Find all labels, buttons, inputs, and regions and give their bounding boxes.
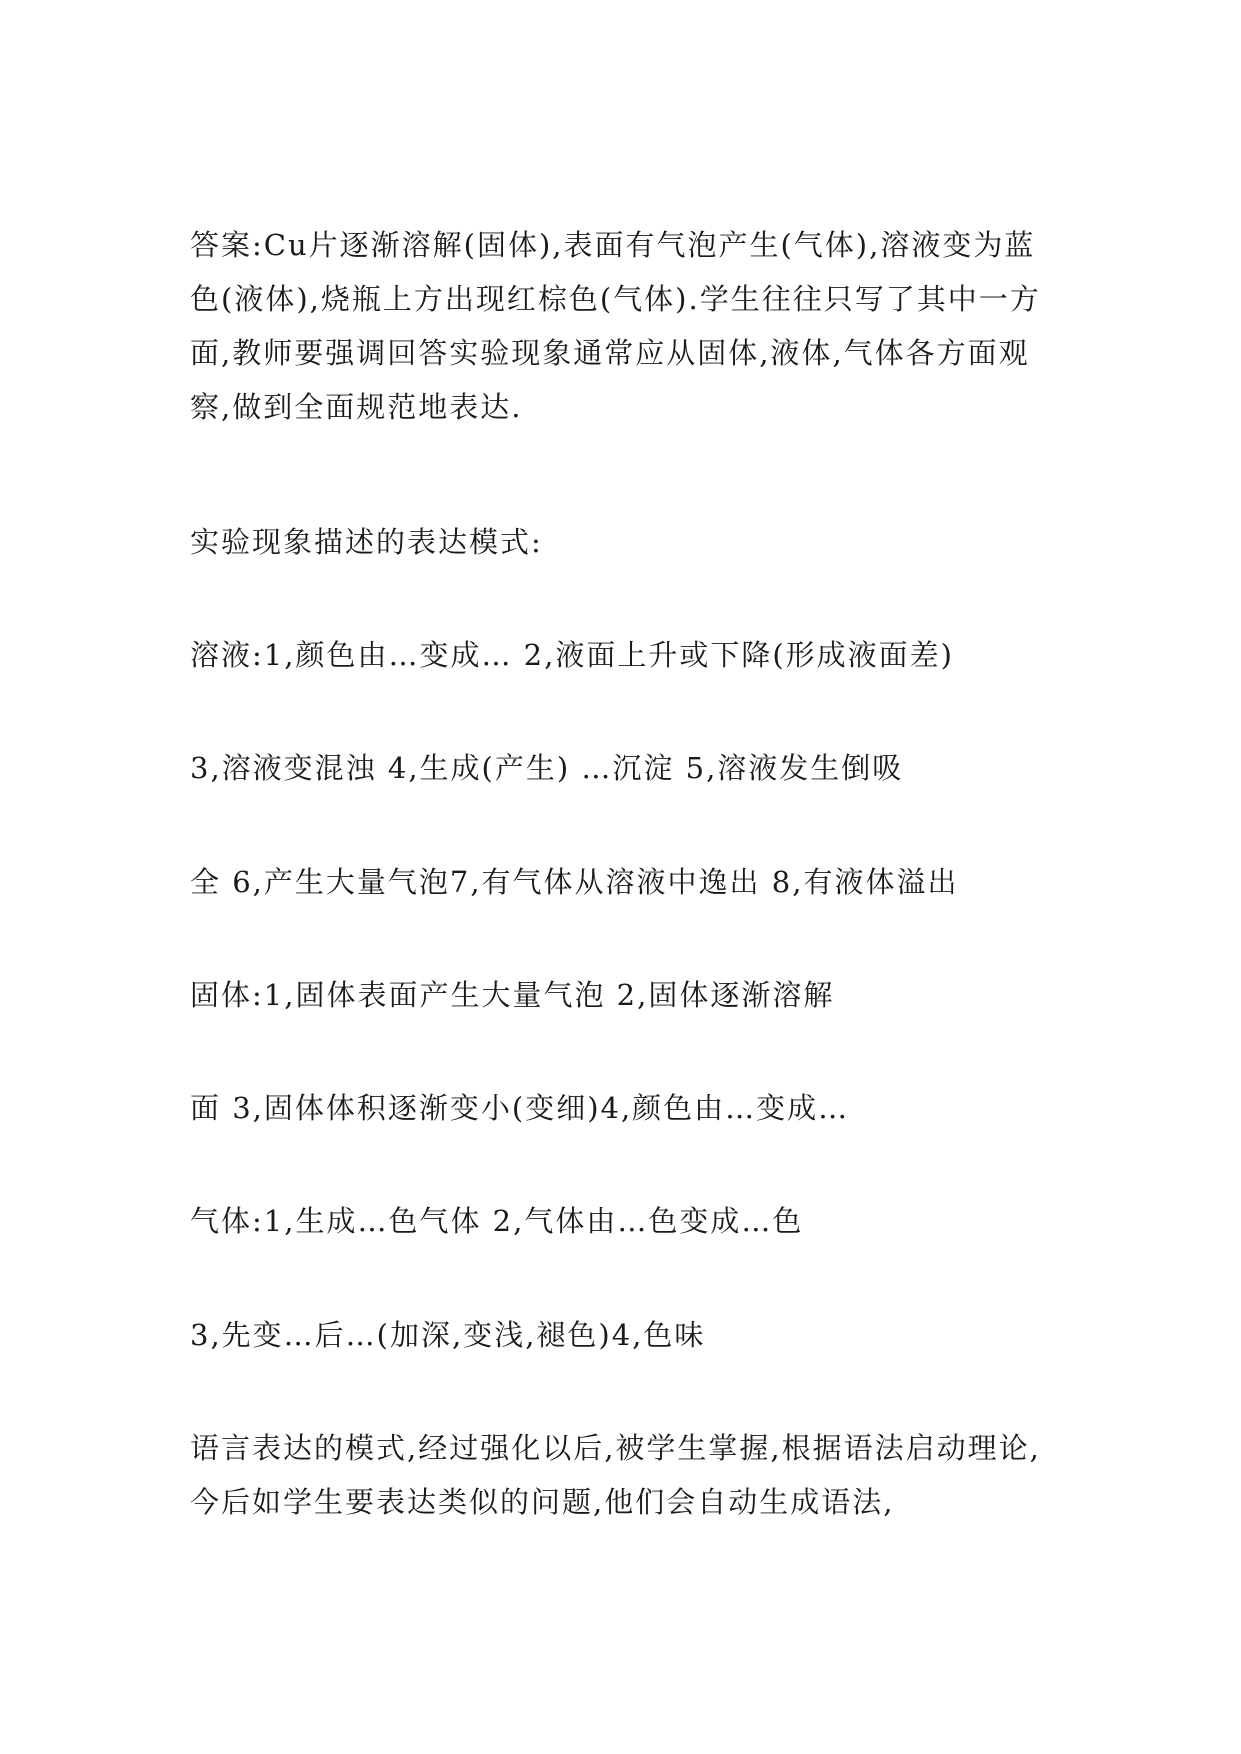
mode-heading: 实验现象描述的表达模式: xyxy=(190,525,543,559)
closing-paragraph: 语言表达的模式,经过强化以后,被学生掌握,根据语法启动理论,今后如学生要表达类似的问题,他们会自动生成语法, xyxy=(190,1431,1041,1519)
gas-line-2: 3,先变…后…(加深,变浅,褪色)4,色味 xyxy=(190,1318,706,1352)
solid-line-1: 固体:1,固体表面产生大量气泡 2,固体逐渐溶解 xyxy=(190,978,835,1012)
solution-line-2: 3,溶液变混浊 4,生成(产生) …沉淀 5,溶液发生倒吸 xyxy=(190,751,904,785)
answer-paragraph: 答案:Cu片逐渐溶解(固体),表面有气泡产生(气体),溶液变为蓝色(液体),烧瓶上方出现红棕色(气体).学生往往只写了其中一方面,教师要强调回答实验现象通常应从固体,液体,气体各方面观察,做到全面规范地表达. xyxy=(190,228,1041,424)
gas-line-1: 气体:1,生成…色气体 2,气体由…色变成…色 xyxy=(190,1204,804,1238)
solution-line-1: 溶液:1,颜色由…变成… 2,液面上升或下降(形成液面差) xyxy=(190,638,954,672)
solution-line-3: 全 6,产生大量气泡7,有气体从溶液中逸出 8,有液体溢出 xyxy=(190,865,959,899)
solid-line-2: 面 3,固体体积逐渐变小(变细)4,颜色由…变成… xyxy=(190,1091,850,1125)
